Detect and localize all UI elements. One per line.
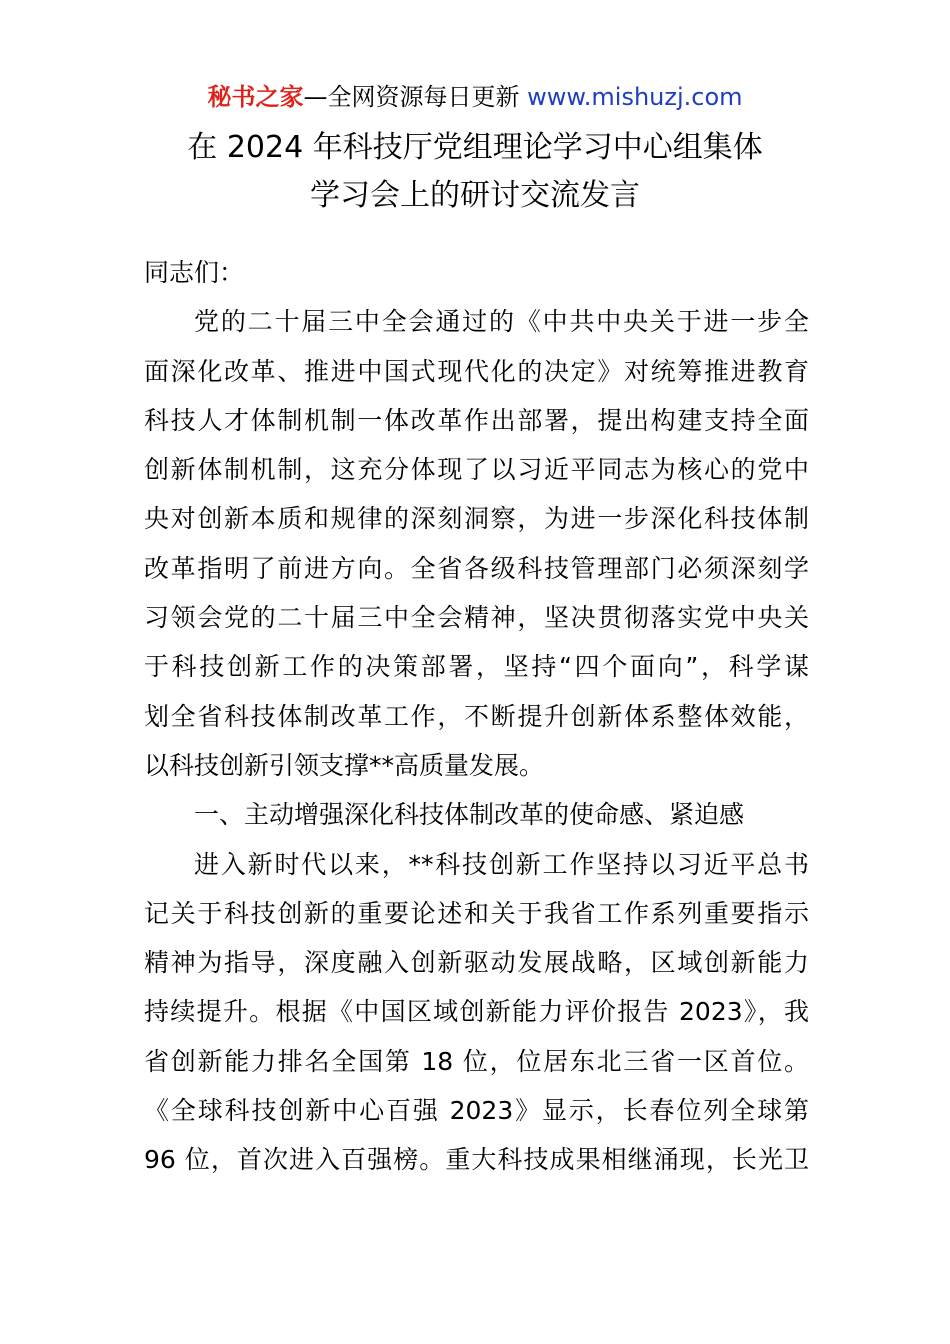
paragraph-line: 于科技创新工作的决策部署，坚持“四个面向”，科学谋: [144, 652, 809, 682]
paragraph-line: 央对创新本质和规律的深刻洞察，为进一步深化科技体制: [144, 504, 809, 534]
brand-name: 秘书之家: [207, 83, 304, 111]
paragraph-line: 科技人才体制机制一体改革作出部署，提出构建支持全面: [144, 405, 809, 435]
paragraph-line: 96 位，首次进入百强榜。重大科技成果相继涌现，长光卫: [144, 1145, 809, 1175]
site-header: [0, 80, 950, 114]
paragraph-line: 进入新时代以来，**科技创新工作坚持以习近平总书: [194, 849, 809, 879]
paragraph-line: 划全省科技体制改革工作，不断提升创新体系整体效能，: [144, 701, 809, 731]
paragraph-line: 省创新能力排名全国第 18 位，位居东北三省一区首位。: [144, 1046, 809, 1076]
header-slogan: —全网资源每日更新: [303, 83, 528, 111]
paragraph-line: 改革指明了前进方向。全省各级科技管理部门必须深刻学: [144, 553, 809, 583]
site-url: www.mishuzj.com: [527, 83, 743, 111]
paragraph-line: 持续提升。根据《中国区域创新能力评价报告 2023》，我: [144, 997, 809, 1027]
paragraph-line: 记关于科技创新的重要论述和关于我省工作系列重要指示: [144, 898, 809, 928]
paragraph-line: 以科技创新引领支撑**高质量发展。: [144, 750, 545, 780]
paragraph-line: 习领会党的二十届三中全会精神，坚决贯彻落实党中央关: [144, 603, 809, 633]
paragraph-line: 《全球科技创新中心百强 2023》显示，长春位列全球第: [144, 1096, 809, 1126]
paragraph-line: 党的二十届三中全会通过的《中共中央关于进一步全: [194, 307, 809, 337]
salutation: 同志们：: [144, 258, 245, 287]
paragraph-line: 创新体制机制，这充分体现了以习近平同志为核心的党中: [144, 455, 809, 485]
paragraph-line: 面深化改革、推进中国式现代化的决定》对统筹推进教育: [144, 356, 809, 386]
paragraph-line: 精神为指导，深度融入创新驱动发展战略，区域创新能力: [144, 948, 809, 978]
section-heading: 一、主动增强深化科技体制改革的使命感、紧迫感: [194, 800, 745, 830]
document-title-line-2: 学习会上的研讨交流发言: [310, 178, 640, 213]
document-body: [144, 248, 809, 1185]
document-title-line-1: 在 2024 年科技厅党组理论学习中心组集体: [187, 130, 763, 165]
